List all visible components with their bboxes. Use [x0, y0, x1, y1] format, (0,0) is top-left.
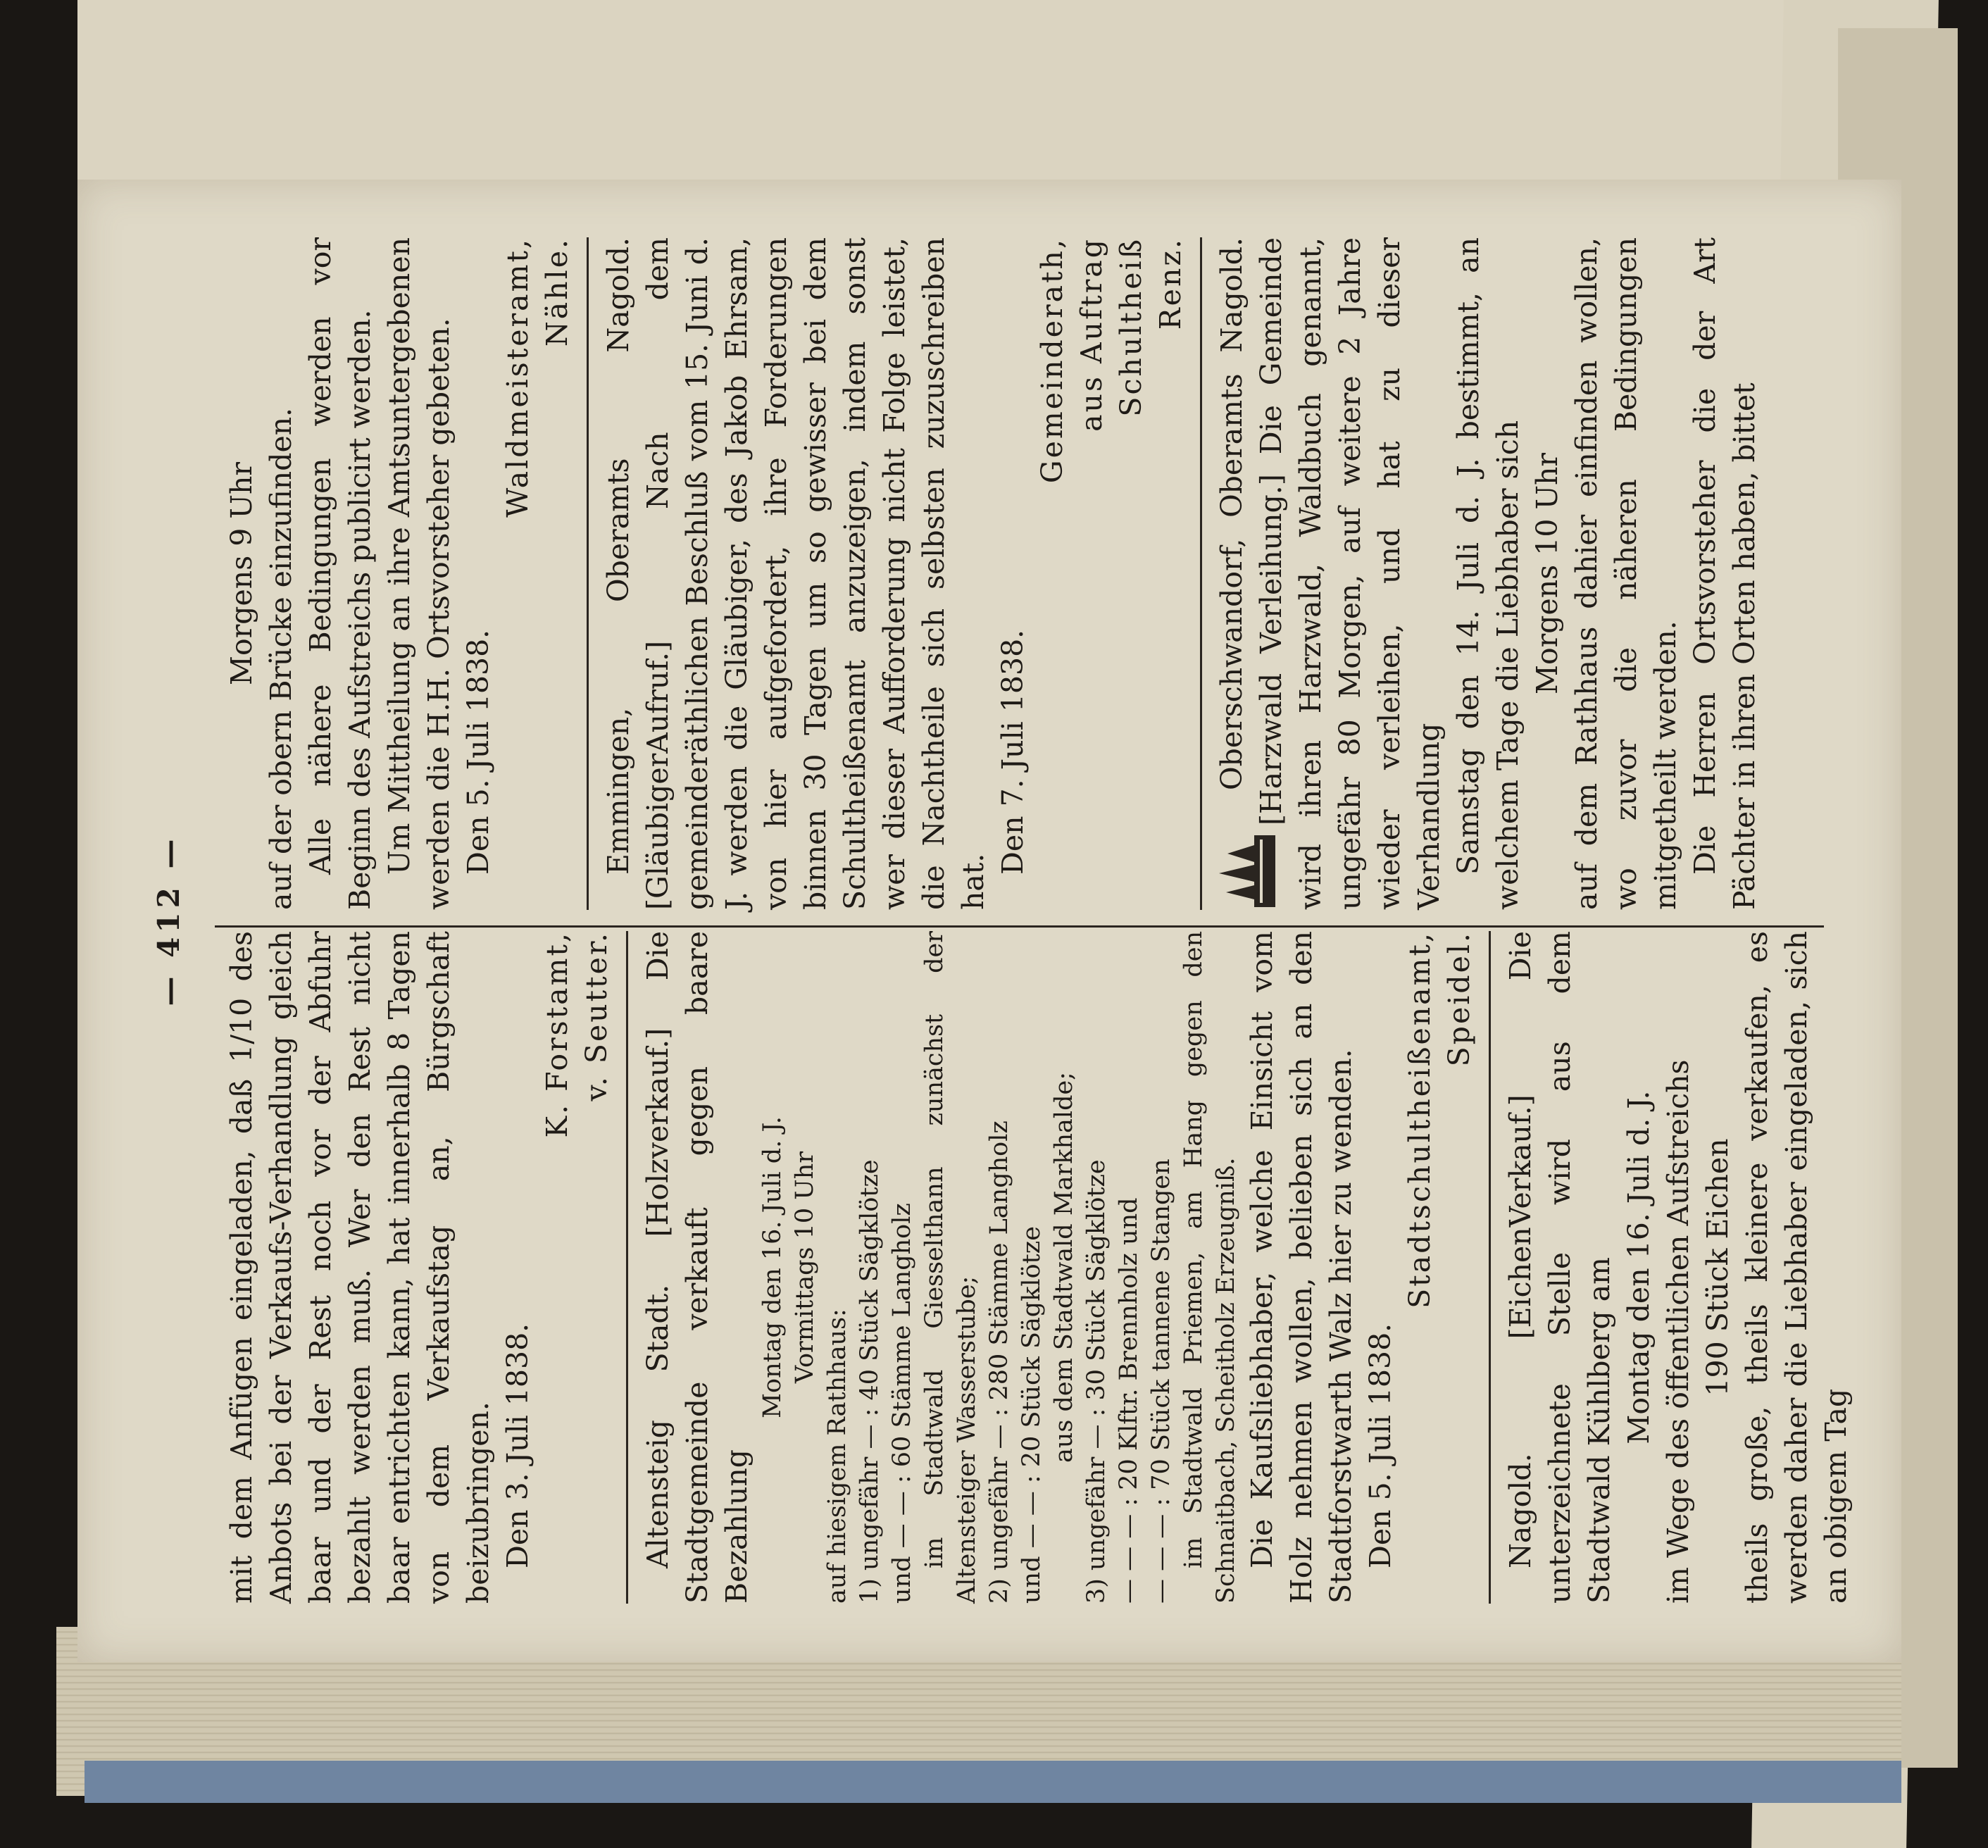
notice-paragraph: Emmingen, Oberamts Nagold. [GläubigerAufruf.] Nach dem gemeinderäthlichen Beschluß vom 15. Juni d. J. werden die Gläubiger, des Jakob Ehrsam, von hier aufgefordert, ihre Forderungen binnen 30 Tagen um so gewisser bei dem Schultheißenamt anzuzeigen, indem sonst wer dieser Aufforderung nicht Folge leistet, die Nachtheile sich selbsten zuzuschreiben hat. [601, 237, 990, 910]
date: Den 5. Juli 1838. [1363, 1323, 1397, 1568]
notice-time: Morgens 10 Uhr [1530, 453, 1564, 695]
notice-paragraph: auf der obern Brücke einzufinden. [264, 407, 298, 910]
date: Den 5. Juli 1838. [461, 629, 495, 875]
signature-line: aus Auftrag [1075, 237, 1108, 432]
signature-line: Schultheiß [1114, 237, 1148, 417]
notice-paragraph: theils große, theils kleinere verkaufen, es werden daher die Liebhaber eingeladen, sich an obigem Tag [1740, 931, 1853, 1604]
book-page [77, 180, 1901, 1662]
list-item: aus dem Stadtwald Markhalde; [1050, 1072, 1078, 1463]
list-item: 1) ungefähr — : 40 Stück Sägklötze [856, 1159, 884, 1604]
signature-office: Stadtschultheißenamt, [1403, 931, 1437, 1309]
section-rule [626, 931, 628, 1604]
signature-name: v. Seutter. [580, 931, 613, 1101]
signature-office: Waldmeisteramt, [501, 237, 534, 518]
notice-time: Vormittags 10 Uhr [791, 1151, 819, 1384]
notice-paragraph: Die Kaufsliebhaber, welche Einsicht vom Holz nehmen wollen, belieben sich an den Stadtforstwarth Walz hier zu wenden. [1245, 931, 1358, 1604]
notice-heading: Nagold. [EichenVerkauf.] Die unterzeichnete Stelle wird aus dem Stadtwald Kühlberg am [1503, 931, 1616, 1604]
previous-page-strip [77, 0, 1908, 190]
section-rule [587, 237, 589, 910]
date: Den 7. Juli 1838. [996, 629, 1030, 875]
list-item: und — — : 20 Stück Sägklötze [1018, 1226, 1046, 1604]
list-item: im Stadtwald Giesselthann zunächst der Altensteiger Wasserstube; [920, 931, 981, 1604]
signature-name: Nähle. [540, 237, 574, 347]
column-divider [215, 925, 1824, 928]
list-item: 2) ungefähr — : 280 Stämme Langholz [985, 1120, 1013, 1604]
right-column [222, 237, 1824, 910]
notice-continuation: mit dem Anfügen eingeladen, daß 1/10 des Anbots bei der Verkaufs-Verhandlung gleich baar und der Rest noch vor der Abfuhr bezahlt werden muß. Wer den Rest nicht baar entrichten kann, hat innerhalb 8 Tagen von dem Verkaufstag an, Bürgschaft beizubringen. [225, 931, 495, 1604]
notice-paragraph: Oberschwandorf, Oberamts Nagold. [Harzwald Verleihung.] Die Gemeinde wird ihren Harzwald, Waldbuch genannt, ungefähr 80 Morgen, auf weitere 2 Jahre wieder verleihen, und hat zu dieser Verhandlung [1212, 237, 1449, 910]
notice-paragraph: Um Mittheilung an ihre Amtsuntergebenen werden die H.H. Ortsvorsteher gebeten. [382, 237, 456, 910]
book-cover-edge [85, 1761, 1901, 1803]
forest-woodcut-icon [1212, 832, 1279, 910]
list-item: — — — : 70 Stück tannene Stangen [1147, 1159, 1175, 1604]
rotated-page-content [127, 195, 1852, 1646]
list-item: und — — : 60 Stämme Langholz [888, 1203, 916, 1604]
date: Den 3. Juli 1838. [501, 1323, 534, 1568]
notice-date: Montag den 16. Juli d. J. [1622, 1090, 1656, 1444]
notice-place: auf hiesigem Rathhaus: [823, 1309, 851, 1604]
list-item: — — — : 20 Klftr. Brennholz und [1115, 1197, 1143, 1604]
left-column [222, 931, 1853, 1604]
notice-paragraph: Samstag den 14. Juli d. J. bestimmt, an welchem Tage die Liebhaber sich [1451, 237, 1525, 910]
signature-office: Gemeinderath, [1035, 237, 1069, 484]
section-rule [1489, 931, 1491, 1604]
notice-time: Morgens 9 Uhr [225, 462, 258, 685]
section-rule [1200, 237, 1202, 910]
page-number: — 412 — [151, 835, 186, 1006]
notice-paragraph: Die Herren Ortsvorsteher die der Art Pächter in ihren Orten haben, bittet [1688, 237, 1761, 910]
notice-paragraph: Alle nähere Bedingungen werden vor Beginn des Aufstreichs publicirt werden. [304, 237, 377, 910]
notice-quantity: 190 Stück Eichen [1701, 1138, 1734, 1397]
notice-paragraph: auf dem Rathhaus dahier einfinden wollen, wo zuvor die näheren Bedingungen mitgetheilt werden. [1570, 237, 1682, 910]
list-item: 3) ungefähr — : 30 Stück Sägklötze [1082, 1159, 1111, 1604]
signature-office: K. Forstamt, [540, 931, 574, 1138]
signature-name: Renz. [1154, 237, 1187, 330]
notice-date: Montag den 16. Juli d. J. [758, 1116, 787, 1418]
notice-heading: Altensteig Stadt. [Holzverkauf.] Die Stadtgemeinde verkauft gegen baare Bezahlung [641, 931, 754, 1604]
notice-paragraph: im Wege des öffentlichen Aufstreichs [1661, 1059, 1695, 1604]
list-item: im Stadtwald Priemen, am Hang gegen den Schnaitbach, Scheitholz Erzeugniß. [1180, 931, 1240, 1604]
signature-name: Speidel. [1442, 931, 1476, 1067]
